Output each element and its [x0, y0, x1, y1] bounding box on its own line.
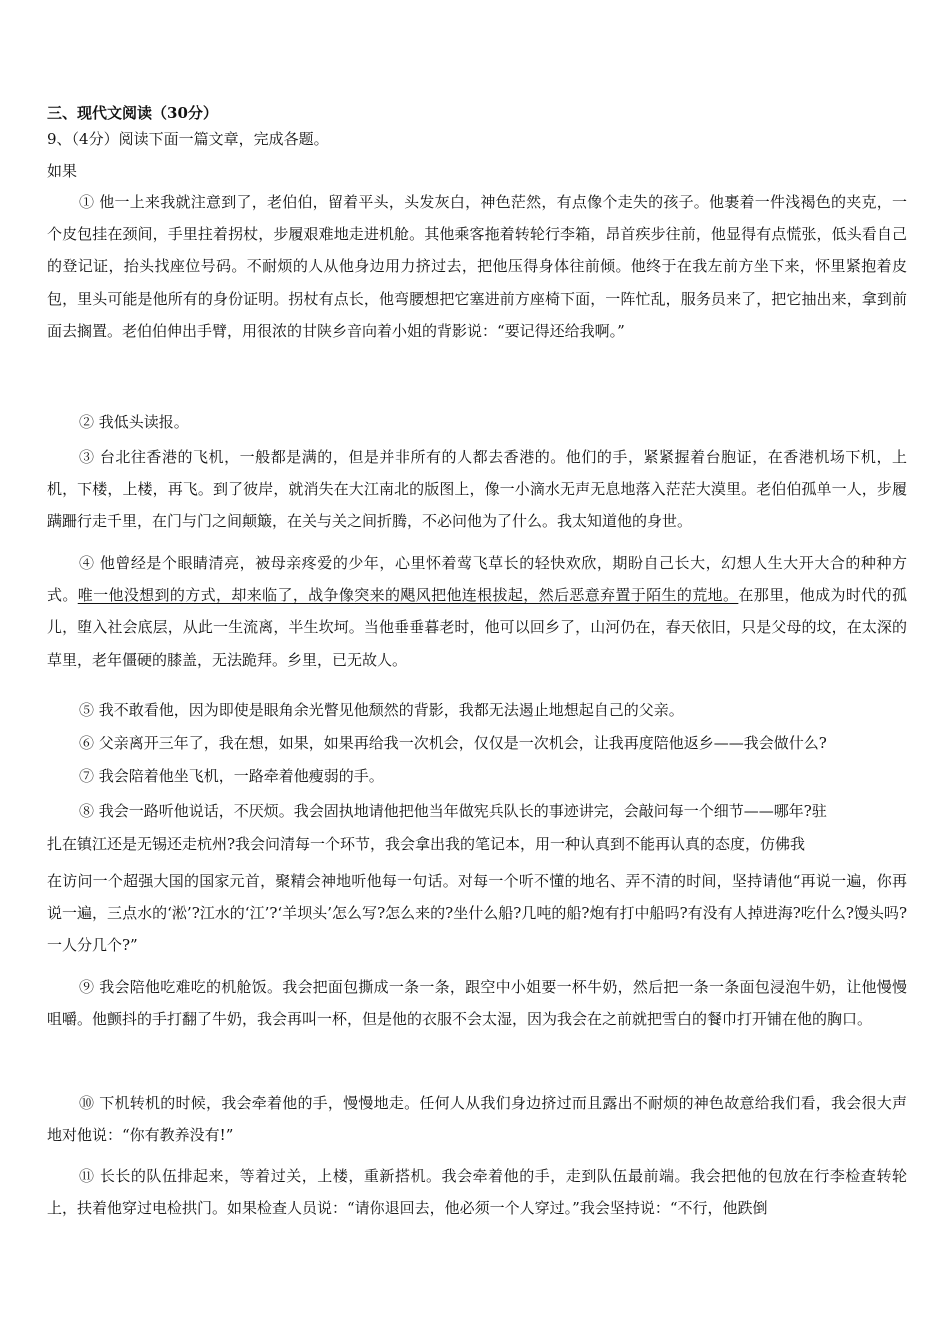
paragraph-3: ③ 台北往香港的飞机，一般都是满的，但是并非所有的人都去香港的。他们的手，紧紧握着台胞证，在香港机场下机，上机，下楼，上楼，再飞。到了彼岸，就消失在大江南北的版图上，像一小滴水无声无息地落入茫茫大漠里。老伯伯孤单一人，步履蹒跚行走千里，在门与门之间颠簸，在关与关之间折腾，不必问他为了什么。我太知道他的身世。 — [47, 448, 907, 531]
paragraph-7: ⑦ 我会陪着他坐飞机，一路牵着他瘦弱的手。 — [79, 767, 384, 785]
paragraph-5: ⑤ 我不敢看他，因为即使是眼角余光瞥见他颓然的背影，我都无法遏止地想起自己的父亲。 — [79, 701, 684, 719]
article-title: 如果 — [47, 162, 78, 180]
paragraph-4 — [47, 547, 907, 676]
paragraph-2: ② 我低头读报。 — [79, 413, 189, 431]
paragraph-6: ⑥ 父亲离开三年了，我在想，如果，如果再给我一次机会，仅仅是一次机会，让我再度陪他返乡——我会做什么? — [79, 734, 827, 752]
question-prompt: 9、（4分）阅读下面一篇文章，完成各题。 — [47, 130, 329, 148]
paragraph-4-part-1: ④ 他曾经是个眼睛清亮，被母亲疼爱的少年，心里怀着莺飞草长的轻快欢欣，期盼自己长大，幻想人生大开大合的种种方式。 — [47, 554, 907, 605]
paragraph-8-line-2: 扎在镇江还是无锡还走杭州?我会问清每一个环节，我会拿出我的笔记本，用一种认真到不能再认真的态度，仿佛我 — [47, 835, 806, 853]
paragraph-8-rest: 在访问一个超强大国的国家元首，聚精会神地听他每一句话。对每一个听不懂的地名、弄不清的时间，坚持请他“再说一遍，你再说一遍，三点水的‘淞’?江水的‘江’?‘羊坝头’怎么写?怎么来的?坐什么船?几吨的船?炮有打中船吗?有没有人掉进海?吃什么?馒头吗?一人分几个?” — [47, 872, 907, 955]
paragraph-8-line-1: ⑧ 我会一路听他说话，不厌烦。我会固执地请他把他当年做宪兵队长的事迹讲完，会敲问每一个细节——哪年?驻 — [79, 802, 827, 820]
underlined-sentence: 唯一他没想到的方式，却来临了，战争像突来的飓风把他连根拔起，然后恶意弃置于陌生的荒地。 — [77, 586, 739, 605]
paragraph-11: ⑪ 长长的队伍排起来，等着过关，上楼，重新搭机。我会牵着他的手，走到队伍最前端。我会把他的包放在行李检查转轮上，扶着他穿过电检拱门。如果检查人员说：“请你退回去，他必须一个人穿过。”我会坚持说：“不行，他跌倒 — [47, 1167, 907, 1218]
section-heading: 三、现代文阅读（30分） — [47, 104, 218, 122]
paragraph-10: ⑩ 下机转机的时候，我会牵着他的手，慢慢地走。任何人从我们身边挤过而且露出不耐烦的神色故意给我们看，我会很大声地对他说：“你有教养没有!” — [47, 1094, 907, 1145]
paragraph-1: ① 他一上来我就注意到了，老伯伯，留着平头，头发灰白，神色茫然，有点像个走失的孩子。他裹着一件浅褐色的夹克，一个皮包挂在颈间，手里拄着拐杖，步履艰难地走进机舱。其他乘客拖着转轮行李箱，昂首疾步往前，他显得有点慌张，低头看自己的登记证，抬头找座位号码。不耐烦的人从他身边用力挤过去，把他压得身体往前倾。他终于在我左前方坐下来，怀里紧抱着皮包，里头可能是他所有的身份证明。拐杖有点长，他弯腰想把它塞进前方座椅下面，一阵忙乱，服务员来了，把它抽出来，拿到前面去搁置。老伯伯伸出手臂，用很浓的甘陕乡音向着小姐的背影说：“要记得还给我啊。” — [47, 193, 907, 340]
paragraph-9: ⑨ 我会陪他吃难吃的机舱饭。我会把面包撕成一条一条，跟空中小姐要一杯牛奶，然后把一条一条面包浸泡牛奶，让他慢慢咀嚼。他颤抖的手打翻了牛奶，我会再叫一杯，但是他的衣服不会太湿，因为我会在之前就把雪白的餐巾打开铺在他的胸口。 — [47, 978, 907, 1029]
paragraph-4-part-2: 在那里，他成为时代的孤儿，堕入社会底层，从此一生流离，半生坎坷。当他垂垂暮老时，他可以回乡了，山河仍在，春天依旧，只是父母的坟，在太深的草里，老年僵硬的膝盖，无法跪拜。乡里，已无故人。 — [47, 586, 907, 669]
